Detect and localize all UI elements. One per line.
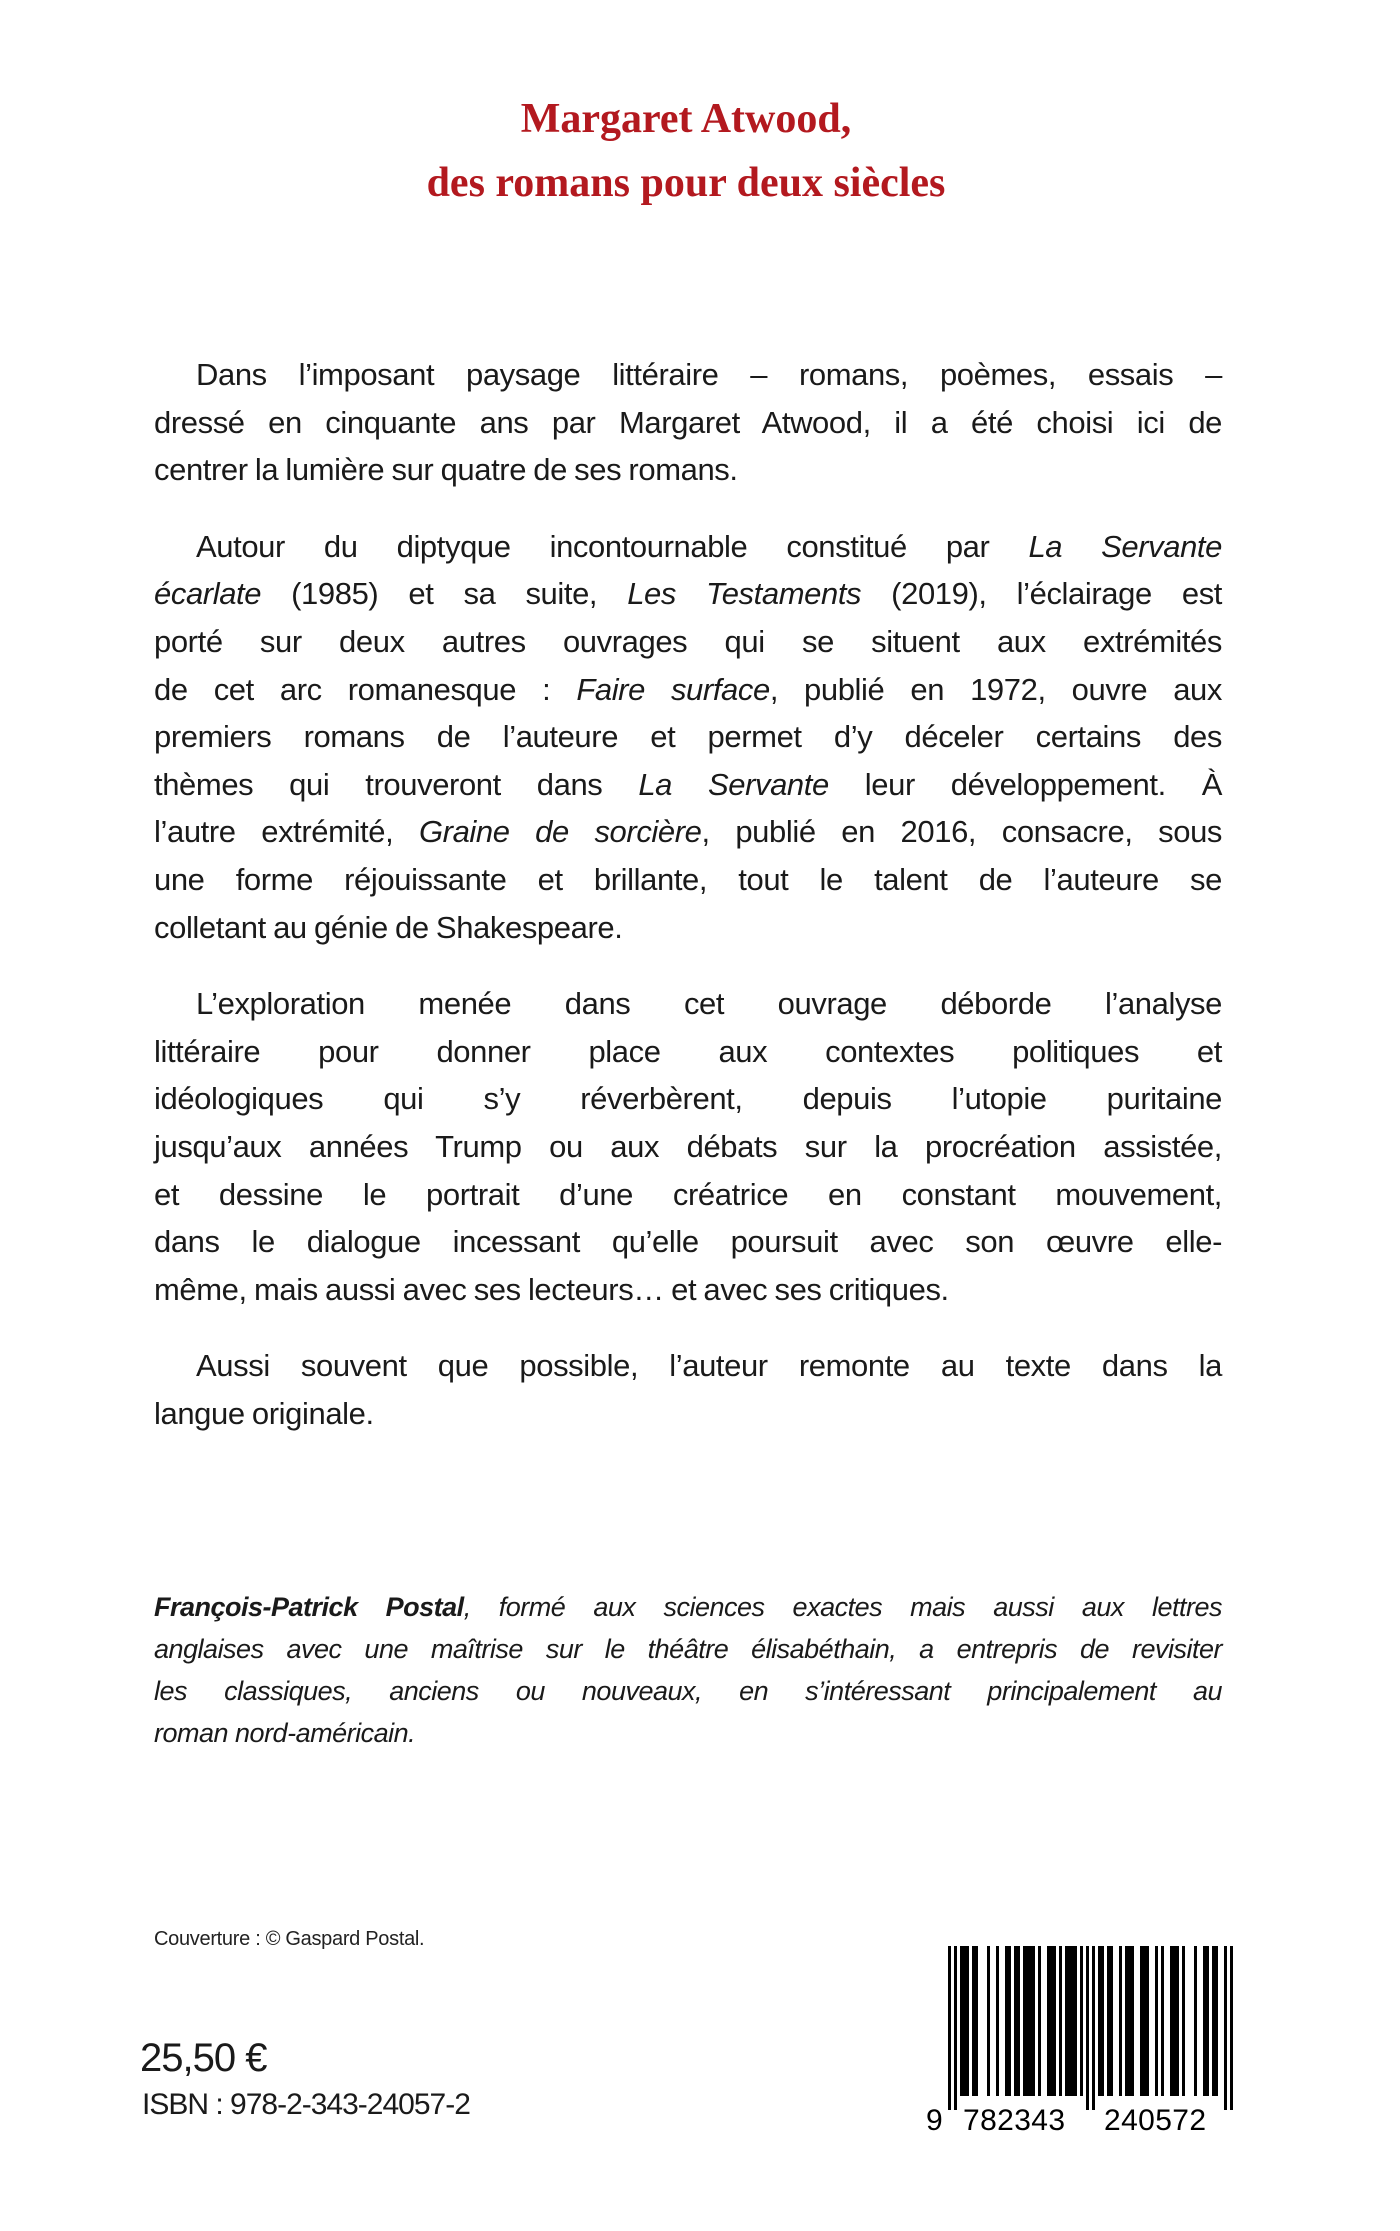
italic-title-text: Les Testaments (627, 576, 862, 612)
text-line (154, 523, 1222, 571)
barcode-bar (1074, 1946, 1077, 2096)
barcode-bar (1092, 1946, 1095, 2110)
bio-line (154, 1628, 1222, 1670)
cover-credit: Couverture : © Gaspard Postal. (154, 1928, 425, 1950)
text-line (154, 1390, 1222, 1438)
barcode-bar (1146, 1946, 1149, 2096)
barcode-bar (1101, 1946, 1104, 2096)
barcode-bar (1224, 1946, 1227, 2110)
barcode-digits: 9 (926, 2104, 943, 2136)
barcode-bar (1038, 1946, 1041, 2096)
text-segment: (2019), l’éclairage est (861, 576, 1223, 612)
paragraph (154, 980, 1222, 1313)
barcode-bar (1140, 1946, 1143, 2096)
text-line (154, 980, 1222, 1028)
barcode-bar (1053, 1946, 1056, 2096)
barcode-bar (1071, 1946, 1074, 2096)
barcode-bar (1110, 1946, 1113, 2096)
barcode-bar (1098, 1946, 1101, 2096)
barcode-svg (924, 1946, 1239, 2136)
blurb-text (154, 351, 1222, 1466)
barcode-bar (1125, 1946, 1128, 2096)
text-line (154, 666, 1222, 714)
text-line (154, 1171, 1222, 1219)
italic-title-text: La Servante (1028, 528, 1222, 564)
italic-title-text: La Servante (638, 766, 829, 802)
text-line (154, 570, 1222, 618)
barcode-bar (1107, 1946, 1110, 2096)
barcode-bar (1029, 1946, 1032, 2096)
text-line (154, 1075, 1222, 1123)
text-segment: (1985) et sa suite, (261, 576, 628, 612)
text-line (154, 618, 1222, 666)
barcode-bar (996, 1946, 999, 2096)
text-segment: l’autre extrémité, (154, 814, 419, 850)
text-line (154, 761, 1222, 809)
italic-title-text: écarlate (154, 576, 262, 612)
bio-line (154, 1712, 1222, 1754)
barcode-bar (975, 1946, 978, 2096)
barcode-bar (1080, 1946, 1083, 2096)
barcode-bar (1161, 1946, 1164, 2096)
barcode-bar (1128, 1946, 1131, 2096)
book-title-line-1: Margaret Atwood, (520, 96, 852, 142)
author-name: François-Patrick Postal (154, 1592, 464, 1622)
text-segment: jusqu’aux années Trump ou aux débats sur la procréation assistée, (154, 1128, 1222, 1164)
text-segment: Dans l’imposant paysage littéraire – romans, poèmes, essais – (196, 357, 1222, 392)
barcode-bar (1059, 1946, 1062, 2096)
text-line (154, 1342, 1222, 1390)
barcode-bar (1047, 1946, 1050, 2096)
italic-title-text: Graine de sorcière (418, 814, 702, 850)
barcode-bar (1173, 1946, 1176, 2096)
text-segment: porté sur deux autres ouvrages qui se situent aux extrémités (154, 623, 1222, 659)
paragraph (154, 523, 1222, 951)
text-segment: L’exploration menée dans cet ouvrage déborde l’analyse (196, 986, 1222, 1022)
barcode-bar (1014, 1946, 1017, 2096)
text-segment: Aussi souvent que possible, l’auteur remonte au texte dans la (196, 1348, 1222, 1384)
text-segment: les classiques, anciens ou nouveaux, en s’intéressant principalement au (154, 1676, 1222, 1706)
barcode-bar (963, 1946, 966, 2096)
barcode-bar (1182, 1946, 1185, 2096)
paragraph (154, 1342, 1222, 1437)
barcode-bar (1131, 1946, 1134, 2096)
text-segment: , publié en 2016, consacre, sous (701, 814, 1223, 850)
text-segment: leur développement. À (828, 766, 1222, 802)
barcode-bar (987, 1946, 990, 2096)
paragraph (154, 351, 1222, 494)
text-segment: anglaises avec une maîtrise sur le théâtre élisabéthain, a entrepris de revisiter (154, 1634, 1222, 1664)
barcode-bar (948, 1946, 951, 2110)
book-title-line-2: des romans pour deux siècles (426, 160, 946, 206)
text-line (154, 856, 1222, 904)
text-segment: dans le dialogue incessant qu’elle poursuit avec son œuvre elle- (154, 1224, 1222, 1260)
text-segment: dressé en cinquante ans par Margaret Atwood, il a été choisi ici de (154, 404, 1222, 440)
barcode-digits: 240572 (1104, 2104, 1206, 2136)
author-bio (154, 1586, 1222, 1754)
text-segment: roman nord-américain. (154, 1718, 416, 1748)
barcode-bar (966, 1946, 969, 2096)
barcode-bar (1023, 1946, 1026, 2096)
barcode-bar (1050, 1946, 1053, 2096)
isbn: ISBN : 978-2-343-24057-2 (142, 2088, 470, 2121)
text-segment: de cet arc romanesque : (154, 671, 577, 707)
barcode-bar (1176, 1946, 1179, 2096)
text-segment: même, mais aussi avec ses lecteurs… et avec ses critiques. (154, 1271, 949, 1307)
barcode-bar (1155, 1946, 1158, 2096)
text-segment: , publié en 1972, ouvre aux (769, 671, 1223, 707)
barcode-bar (1206, 1946, 1209, 2096)
barcode-bar (1203, 1946, 1206, 2096)
text-segment: thèmes qui trouveront dans (154, 766, 639, 802)
italic-title-text: Faire surface (576, 671, 770, 707)
barcode-digits: 782343 (963, 2104, 1065, 2136)
text-segment: et dessine le portrait d’une créatrice en constant mouvement, (154, 1176, 1222, 1212)
text-line (154, 399, 1222, 447)
text-line (154, 713, 1222, 761)
barcode-bar (1008, 1946, 1011, 2096)
text-line (154, 1123, 1222, 1171)
text-segment: Autour du diptyque incontournable constitué par (196, 528, 1029, 564)
barcode-bar (1194, 1946, 1197, 2096)
bio-line (154, 1670, 1222, 1712)
barcode-bar (1065, 1946, 1068, 2096)
text-segment: une forme réjouissante et brillante, tout le talent de l’auteure se (154, 861, 1222, 897)
barcode-bar (1119, 1946, 1122, 2096)
barcode-bar (1017, 1946, 1020, 2096)
barcode-bar (1068, 1946, 1071, 2096)
barcode-bar (954, 1946, 957, 2110)
text-segment: colletant au génie de Shakespeare. (154, 909, 623, 945)
text-segment: , formé aux sciences exactes mais aussi aux lettres (463, 1592, 1222, 1622)
text-line (154, 351, 1222, 399)
barcode-bar (1005, 1946, 1008, 2096)
barcode-bar (1143, 1946, 1146, 2096)
barcode-bar (972, 1946, 975, 2096)
text-line (154, 446, 1222, 494)
bio-line (154, 1586, 1222, 1628)
text-segment: langue originale. (154, 1395, 374, 1431)
barcode-bar (1086, 1946, 1089, 2110)
text-line (154, 1218, 1222, 1266)
barcode-bar (960, 1946, 963, 2096)
price: 25,50 € (140, 2036, 267, 2080)
barcode-bar (1026, 1946, 1029, 2096)
text-segment: idéologiques qui s’y réverbèrent, depuis l’utopie puritaine (154, 1081, 1222, 1117)
barcode (924, 1946, 1234, 2136)
text-segment: littéraire pour donner place aux contextes politiques et (154, 1033, 1222, 1069)
text-line (154, 904, 1222, 952)
text-segment: centrer la lumière sur quatre de ses romans. (154, 452, 738, 488)
text-segment: premiers romans de l’auteure et permet d’y déceler certains des (154, 719, 1222, 755)
barcode-bar (1170, 1946, 1173, 2096)
text-line (154, 1028, 1222, 1076)
barcode-bar (1215, 1946, 1218, 2096)
text-line (154, 1266, 1222, 1314)
text-line (154, 808, 1222, 856)
barcode-bar (1230, 1946, 1233, 2110)
barcode-bar (1212, 1946, 1215, 2096)
barcode-bar (1032, 1946, 1035, 2096)
